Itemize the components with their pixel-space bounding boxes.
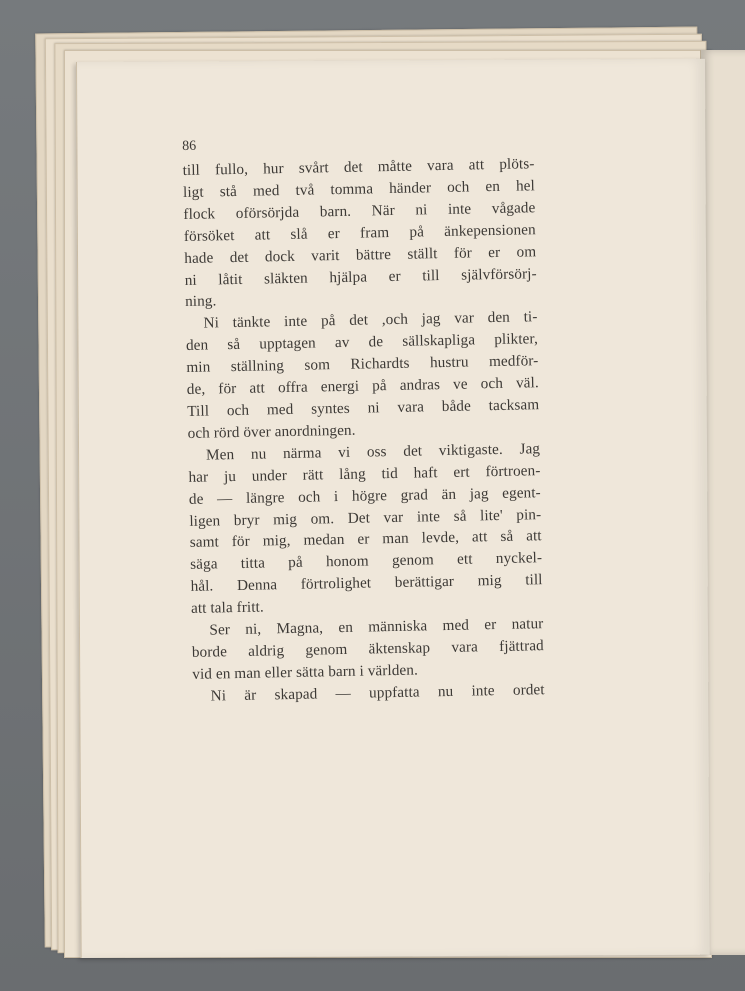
text-line: att tala fritt. — [190, 598, 264, 618]
text-line: flock oförsörjda barn. När ni inte vågade — [183, 199, 536, 223]
text-line: har ju under rätt lång tid haft ert förtroen- — [188, 461, 541, 486]
text-line: de — längre och i högre grad än jag egent- — [188, 483, 541, 508]
text-line: ning. — [184, 292, 217, 311]
text-line: Till och med syntes ni vara både tacksam — [187, 396, 540, 420]
text-line: borde aldrig genom äktenskap vara fjättrad — [191, 637, 544, 661]
text-line: ligt stå med två tomma händer och en hel — [182, 177, 536, 201]
text-line: samt för mig, medan er man levde, att så att — [189, 527, 542, 552]
text-line: ligen bryr mig om. Det var inte så lite' pin- — [189, 505, 542, 530]
text-line: hade det dock varit bättre ställt för er om — [184, 242, 537, 267]
text-line: de, för att offra energi på andras ve och väl. — [186, 374, 539, 399]
text-line: Ser ni, Magna, en människa med er natur — [209, 615, 544, 639]
text-line: och rörd över anordningen. — [187, 421, 356, 442]
text-line: den så upptagen av de sällskapliga plikter, — [185, 330, 539, 355]
text-line: till fullo, hur svårt det måtte vara att plöts- — [182, 155, 535, 179]
text-line: vid en man eller sätta barn i världen. — [192, 661, 419, 683]
page-number: 86 — [182, 138, 197, 154]
text-line: Ni tänkte inte på det ,och jag var den ti- — [203, 308, 538, 332]
text-line: säga titta på honom genom ett nyckel- — [190, 549, 543, 574]
text-line: försöket att slå er fram på änkepensionen — [183, 220, 536, 245]
text-line: hål. Denna förtrolighet berättigar mig till — [190, 571, 543, 596]
page-text-block — [182, 131, 545, 707]
text-lines — [182, 153, 544, 707]
text-line: Men nu närma vi oss det viktigaste. Jag — [205, 439, 541, 464]
text-line: ni låtit släkten hjälpa er till självförsörj- — [184, 264, 537, 289]
text-line: min ställning som Richardts hustru medför- — [186, 352, 539, 377]
text-line: Ni är skapad — uppfatta nu inte ordet — [210, 680, 545, 705]
